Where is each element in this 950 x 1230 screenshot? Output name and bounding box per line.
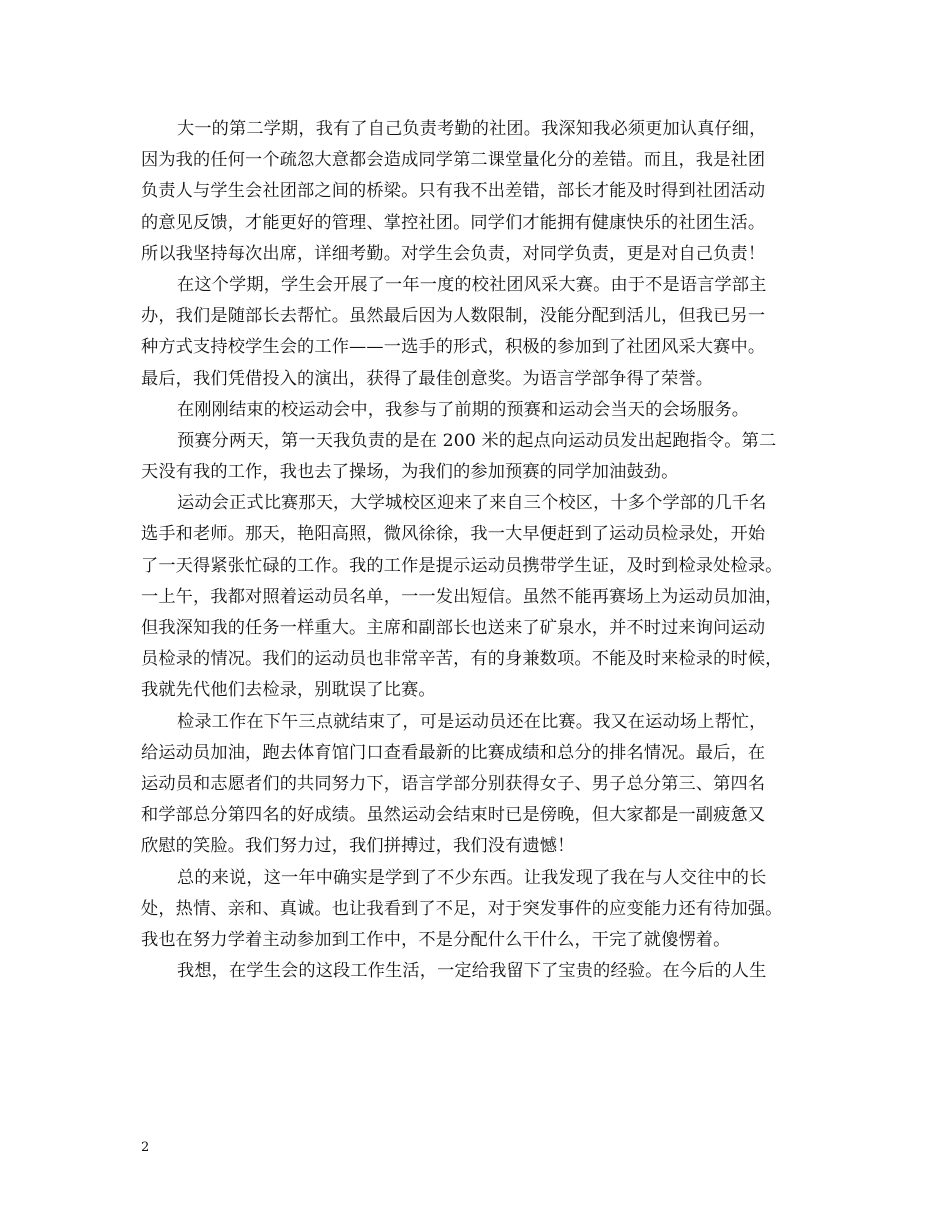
paragraph-line: 我就先代他们去检录，别耽误了比赛。 bbox=[141, 680, 436, 701]
paragraph-line: 处，热情、亲和、真诚。也让我看到了不足，对于突发事件的应变能力还有待加强。 bbox=[141, 898, 783, 919]
paragraph-first-line: 大一的第二学期，我有了自己负责考勤的社团。我深知我必须更加认真仔细， bbox=[177, 119, 767, 139]
paragraph-first-line: 在刚刚结束的校运动会中，我参与了前期的预赛和运动会当天的会场服务。 bbox=[177, 399, 750, 420]
document-body bbox=[141, 114, 825, 987]
paragraph-first-line: 运动会正式比赛那天，大学城校区迎来了来自三个校区，十多个学部的几千名 bbox=[177, 493, 767, 514]
paragraph-line: 最后，我们凭借投入的演出，获得了最佳创意奖。为语言学部争得了荣誉。 bbox=[141, 368, 714, 389]
paragraph-first-line: 检录工作在下午三点就结束了，可是运动员还在比赛。我又在运动场上帮忙， bbox=[177, 711, 767, 732]
paragraph-line: 我也在努力学着主动参加到工作中，不是分配什么干什么，干完了就傻愣着。 bbox=[141, 929, 731, 950]
paragraph-line: 运动员和志愿者们的共同努力下，语言学部分别获得女子、男子总分第三、第四名 bbox=[141, 773, 766, 794]
paragraph-line: 所以我坚持每次出席，详细考勤。对学生会负责，对同学负责，更是对自己负责！ bbox=[141, 243, 766, 264]
paragraph-line: 因为我的任何一个疏忽大意都会造成同学第二课堂量化分的差错。而且，我是社团 bbox=[141, 150, 766, 171]
paragraph-line: 办，我们是随部长去帮忙。虽然最后因为人数限制，没能分配到活儿，但我已另一 bbox=[141, 306, 766, 327]
paragraph-first-line: 预赛分两天，第一天我负责的是在 200 米的起点向运动员发出起跑指令。第二 bbox=[177, 430, 777, 451]
paragraph-line: 了一天得紧张忙碌的工作。我的工作是提示运动员携带学生证，及时到检录处检录。 bbox=[141, 555, 783, 576]
paragraph-line: 种方式支持校学生会的工作——一选手的形式，积极的参加到了社团风采大赛中。 bbox=[141, 337, 766, 358]
paragraph-line: 天没有我的工作，我也去了操场，为我们的参加预赛的同学加油鼓劲。 bbox=[141, 462, 679, 483]
paragraph-line: 一上午，我都对照着运动员名单，一一发出短信。虽然不能再赛场上为运动员加油， bbox=[141, 586, 783, 607]
paragraph-first-line: 我想，在学生会的这段工作生活，一定给我留下了宝贵的经验。在今后的人生 bbox=[177, 961, 767, 982]
paragraph-line: 给运动员加油，跑去体育馆门口查看最新的比赛成绩和总分的排名情况。最后，在 bbox=[141, 742, 766, 763]
page-number: 2 bbox=[141, 1140, 150, 1155]
paragraph-line: 负责人与学生会社团部之间的桥梁。只有我不出差错，部长才能及时得到社团活动 bbox=[141, 181, 766, 202]
paragraph-line: 选手和老师。那天，艳阳高照，微风徐徐，我一大早便赶到了运动员检录处，开始 bbox=[141, 524, 766, 545]
paragraph-first-line: 总的来说，这一年中确实是学到了不少东西。让我发现了我在与人交往中的长 bbox=[177, 867, 767, 888]
paragraph-line: 员检录的情况。我们的运动员也非常辛苦，有的身兼数项。不能及时来检录的时候， bbox=[141, 649, 783, 670]
paragraph-line: 欣慰的笑脸。我们努力过，我们拼搏过，我们没有遗憾！ bbox=[141, 836, 575, 857]
paragraph-line: 的意见反馈，才能更好的管理、掌控社团。同学们才能拥有健康快乐的社团生活。 bbox=[141, 212, 766, 233]
paragraph-first-line: 在这个学期，学生会开展了一年一度的校社团风采大赛。由于不是语言学部主 bbox=[177, 274, 767, 295]
paragraph-line: 和学部总分第四名的好成绩。虽然运动会结束时已是傍晚，但大家都是一副疲惫又 bbox=[141, 805, 766, 826]
paragraph-line: 但我深知我的任务一样重大。主席和副部长也送来了矿泉水，并不时过来询问运动 bbox=[141, 618, 766, 638]
